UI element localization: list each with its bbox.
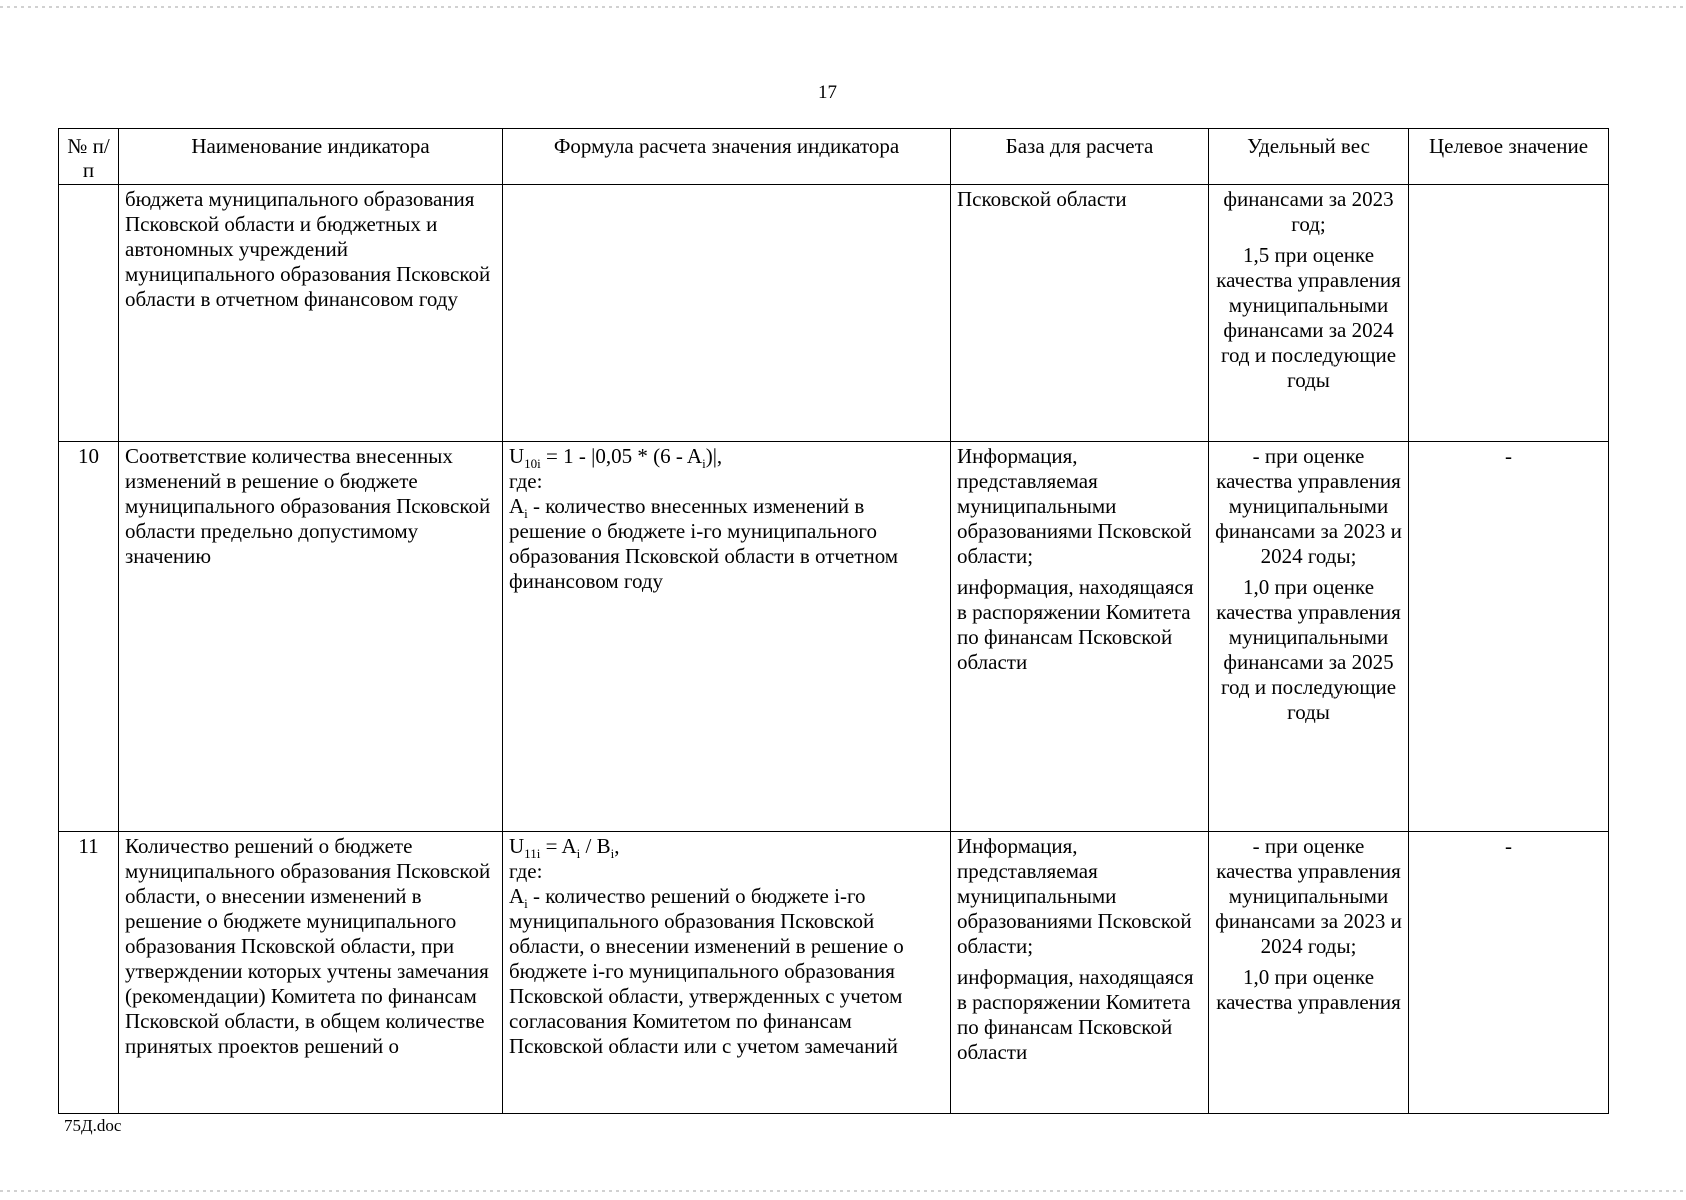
header-base: База для расчета — [951, 129, 1209, 185]
row-num — [59, 185, 119, 442]
weight-text: финансами за 2023 год; — [1223, 187, 1394, 236]
table-row — [59, 442, 1609, 832]
indicator-weight — [1209, 832, 1409, 1114]
scan-edge-bottom — [0, 1190, 1686, 1192]
row-num: 10 — [59, 442, 119, 832]
weight-text: 1,0 при оценке качества управления муниципальными финансами за 2025 год и последующие годы — [1216, 575, 1401, 724]
weight-text: 1,0 при оценке качества управления — [1216, 965, 1401, 1014]
scan-edge-top — [0, 6, 1686, 8]
row-num: 11 — [59, 832, 119, 1114]
header-weight: Удельный вес — [1209, 129, 1409, 185]
indicator-formula — [503, 832, 951, 1114]
indicator-formula — [503, 442, 951, 832]
indicator-formula — [503, 185, 951, 442]
indicator-target — [1409, 185, 1609, 442]
indicator-name: Количество решений о бюджете муниципального образования Псковской области, о внесении изменений в решение о бюджете муниципального образования Псковской области, при утверждении которых учтены замечания (рекомендации) Комитета по финансам Псковской области, в общем количестве принятых проектов решений о — [119, 832, 503, 1114]
indicator-target: - — [1409, 832, 1609, 1114]
base-text: информация, находящаяся в распоряжении Комитета по финансам Псковской области — [957, 965, 1194, 1064]
indicator-base — [951, 832, 1209, 1114]
header-target: Целевое значение — [1409, 129, 1609, 185]
formula-where: где: — [509, 469, 543, 493]
indicator-base: Псковской области — [951, 185, 1209, 442]
indicator-target: - — [1409, 442, 1609, 832]
weight-text: - при оценке качества управления муниципальными финансами за 2023 и 2024 годы; — [1215, 444, 1402, 568]
indicator-weight — [1209, 442, 1409, 832]
header-name: Наименование индикатора — [119, 129, 503, 185]
header-formula: Формула расчета значения индикатора — [503, 129, 951, 185]
page-number: 17 — [818, 82, 837, 103]
indicator-base — [951, 442, 1209, 832]
table-header-row — [59, 129, 1609, 185]
indicator-name: бюджета муниципального образования Псковской области и бюджетных и автономных учреждений муниципального образования Псковской области в отчетном финансовом году — [119, 185, 503, 442]
base-text: Информация, представляемая муниципальными образованиями Псковской области; — [957, 444, 1192, 568]
indicator-table — [58, 128, 1609, 1114]
weight-text: 1,5 при оценке качества управления муниципальными финансами за 2024 год и последующие годы — [1216, 243, 1401, 392]
formula-expression: $U_{11i} = A_i / B_i$, — [509, 834, 620, 862]
header-num: № п/п — [59, 129, 119, 185]
formula-where: где: — [509, 859, 543, 883]
indicator-name: Соответствие количества внесенных изменений в решение о бюджете муниципального образования Псковской области предельно допустимому значению — [119, 442, 503, 832]
table-row — [59, 832, 1609, 1114]
formula-definition: $A_i$ - количество решений о бюджете i-го муниципального образования Псковской области, о внесении изменений в решение о бюджете i-го муниципального образования Псковской области, утвержденных с учетом согласования Комитетом по финансам Псковской области или с учетом замечаний — [509, 884, 904, 1058]
indicator-weight — [1209, 185, 1409, 442]
formula-expression: $U_{10i} = 1 - |0,05 * (6 - A_i)|$, — [509, 444, 723, 472]
table-row — [59, 185, 1609, 442]
weight-text: - при оценке качества управления муниципальными финансами за 2023 и 2024 годы; — [1215, 834, 1402, 958]
formula-definition: $A_i$ - количество внесенных изменений в решение о бюджете i-го муниципального образования Псковской области в отчетном финансовом году — [509, 494, 899, 593]
base-text: информация, находящаяся в распоряжении Комитета по финансам Псковской области — [957, 575, 1194, 674]
footer-filename: 75Д.doc — [64, 1116, 122, 1135]
base-text: Информация, представляемая муниципальными образованиями Псковской области; — [957, 834, 1192, 958]
